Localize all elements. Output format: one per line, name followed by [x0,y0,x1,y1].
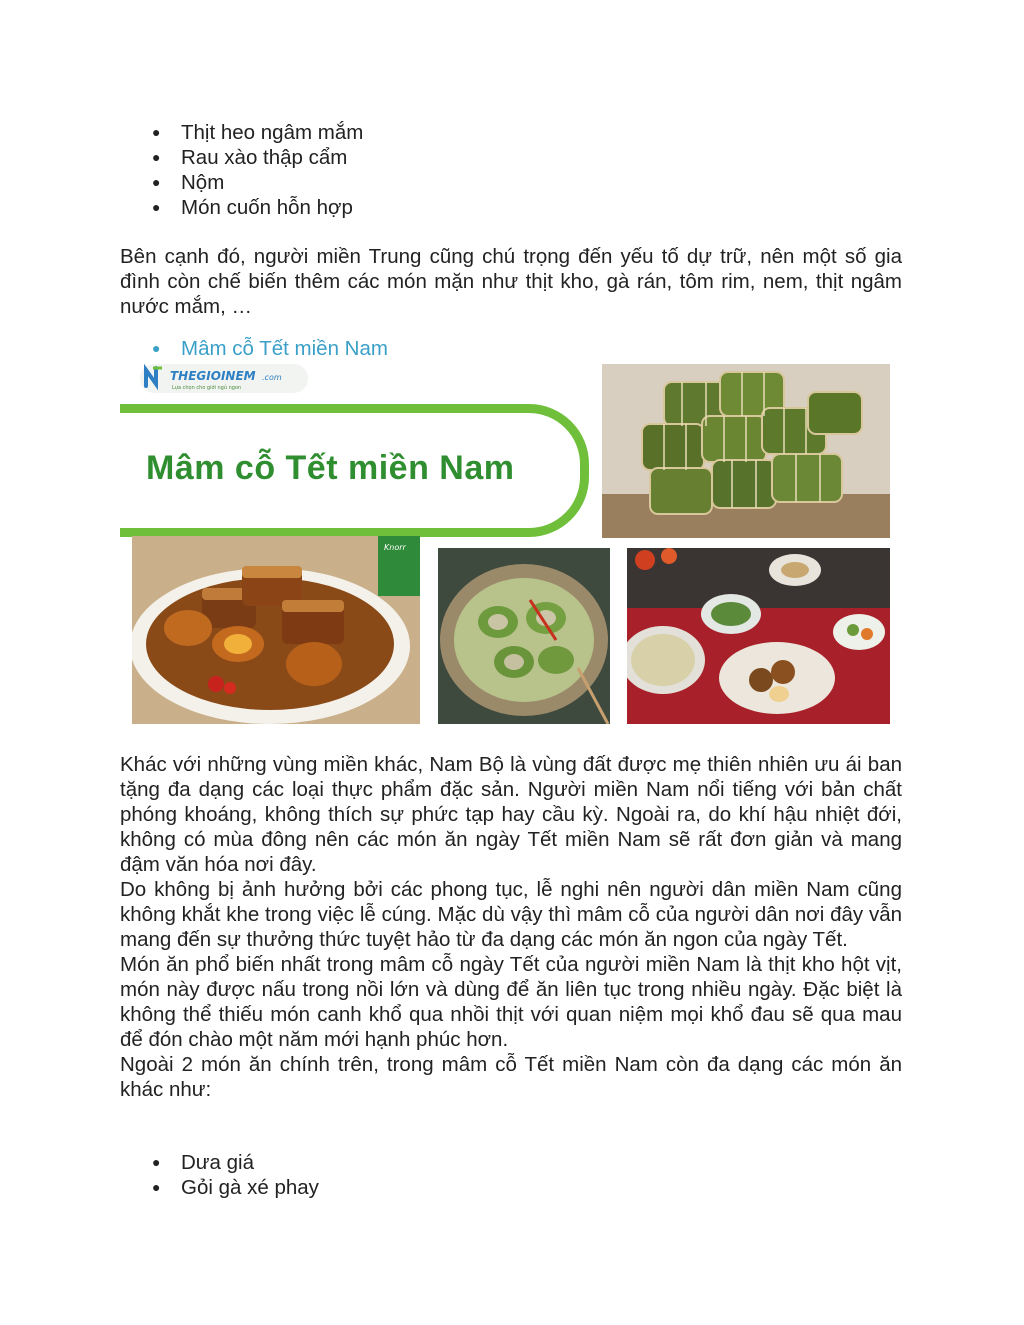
thit-kho-hot-vit-photo [132,536,420,724]
bullet-icon: ● [152,1179,161,1195]
knorr-label: Knorr [384,543,406,552]
paragraph: Khác với những vùng miền khác, Nam Bộ là vùng đất được mẹ thiên nhiên ưu ái ban tặng đa dạng các loại thực phẩm đặc sản. Người miền Nam nổi tiếng với bản chất phóng khoáng, không thích sự phức tạp hay cầu kỳ. Ngoài ra, do khí hậu nhiệt đới, không có mùa đông nên các món ăn ngày Tết miền Nam sẽ rất đơn giản và mang đậm văn hóa nơi đây. [120,753,902,876]
thegioinem-logo [140,362,312,395]
banner-title: Mâm cỗ Tết miền Nam [146,449,515,487]
svg-text:Lựa chọn cho giới ngủ ngon: Lựa chọn cho giới ngủ ngon [172,385,242,391]
tet-south-collage [120,362,902,726]
section-heading-text[interactable]: Mâm cỗ Tết miền Nam [181,337,388,360]
list-item-text: Món cuốn hỗn hợp [181,196,353,219]
bullet-icon: ● [152,124,161,140]
banner-frame [120,404,589,537]
section-heading-link[interactable] [120,336,388,361]
paragraph: Do không bị ảnh hưởng bởi các phong tục, lễ nghi nên người dân miền Nam cũng không khắt khe trong việc lễ cúng. Mặc dù vậy thì mâm cỗ của người dân nơi đây vẫn mang đến sự thưởng thức tuyệt hảo từ đa dạng các món ăn ngon của ngày Tết. [120,878,902,951]
canh-kho-qua-photo [438,548,610,724]
list-item-text: Rau xào thập cẩm [181,146,348,169]
list-item [120,120,363,145]
bullet-icon: ● [152,1154,161,1170]
top-dish-list [120,120,363,220]
list-item [120,170,363,195]
svg-text:.com: .com [262,373,282,382]
list-item [120,1175,319,1200]
list-item-text: Thịt heo ngâm mắm [181,121,364,144]
svg-text:THEGIOINEM: THEGIOINEM [170,369,256,383]
logo-mark-icon [140,362,312,395]
paragraph: Món ăn phổ biến nhất trong mâm cỗ ngày Tết của người miền Nam là thịt kho hột vịt, món này được nấu trong nồi lớn và dùng để ăn liên tục trong nhiều ngày. Đặc biệt là không thể thiếu món canh khổ qua nhồi thịt với quan niệm mọi khổ đau sẽ qua mau để đón chào một năm mới hạnh phúc hơn. [120,953,902,1051]
body-paragraphs [120,752,902,1102]
bullet-icon: ● [152,174,161,190]
list-item [120,195,363,220]
section-heading-list [120,336,388,361]
list-item-text: Nộm [181,171,225,194]
list-item [120,1150,319,1175]
list-item [120,145,363,170]
intro-paragraph: Bên cạnh đó, người miền Trung cũng chú trọng đến yếu tố dự trữ, nên một số gia đình còn chế biến thêm các món mặn như thịt kho, gà rán, tôm rim, nem, thịt ngâm nước mắm, … [120,245,902,318]
bullet-icon: ● [152,340,161,356]
bullet-icon: ● [152,149,161,165]
bullet-icon: ● [152,199,161,215]
list-item-text: Gỏi gà xé phay [181,1176,319,1199]
bottom-dish-list [120,1150,319,1200]
paragraph: Ngoài 2 món ăn chính trên, trong mâm cỗ Tết miền Nam còn đa dạng các món ăn khác như: [120,1053,902,1101]
banh-tet-photo [602,364,890,538]
list-item-text: Dưa giá [181,1151,254,1174]
mam-co-tet-photo [627,548,890,724]
